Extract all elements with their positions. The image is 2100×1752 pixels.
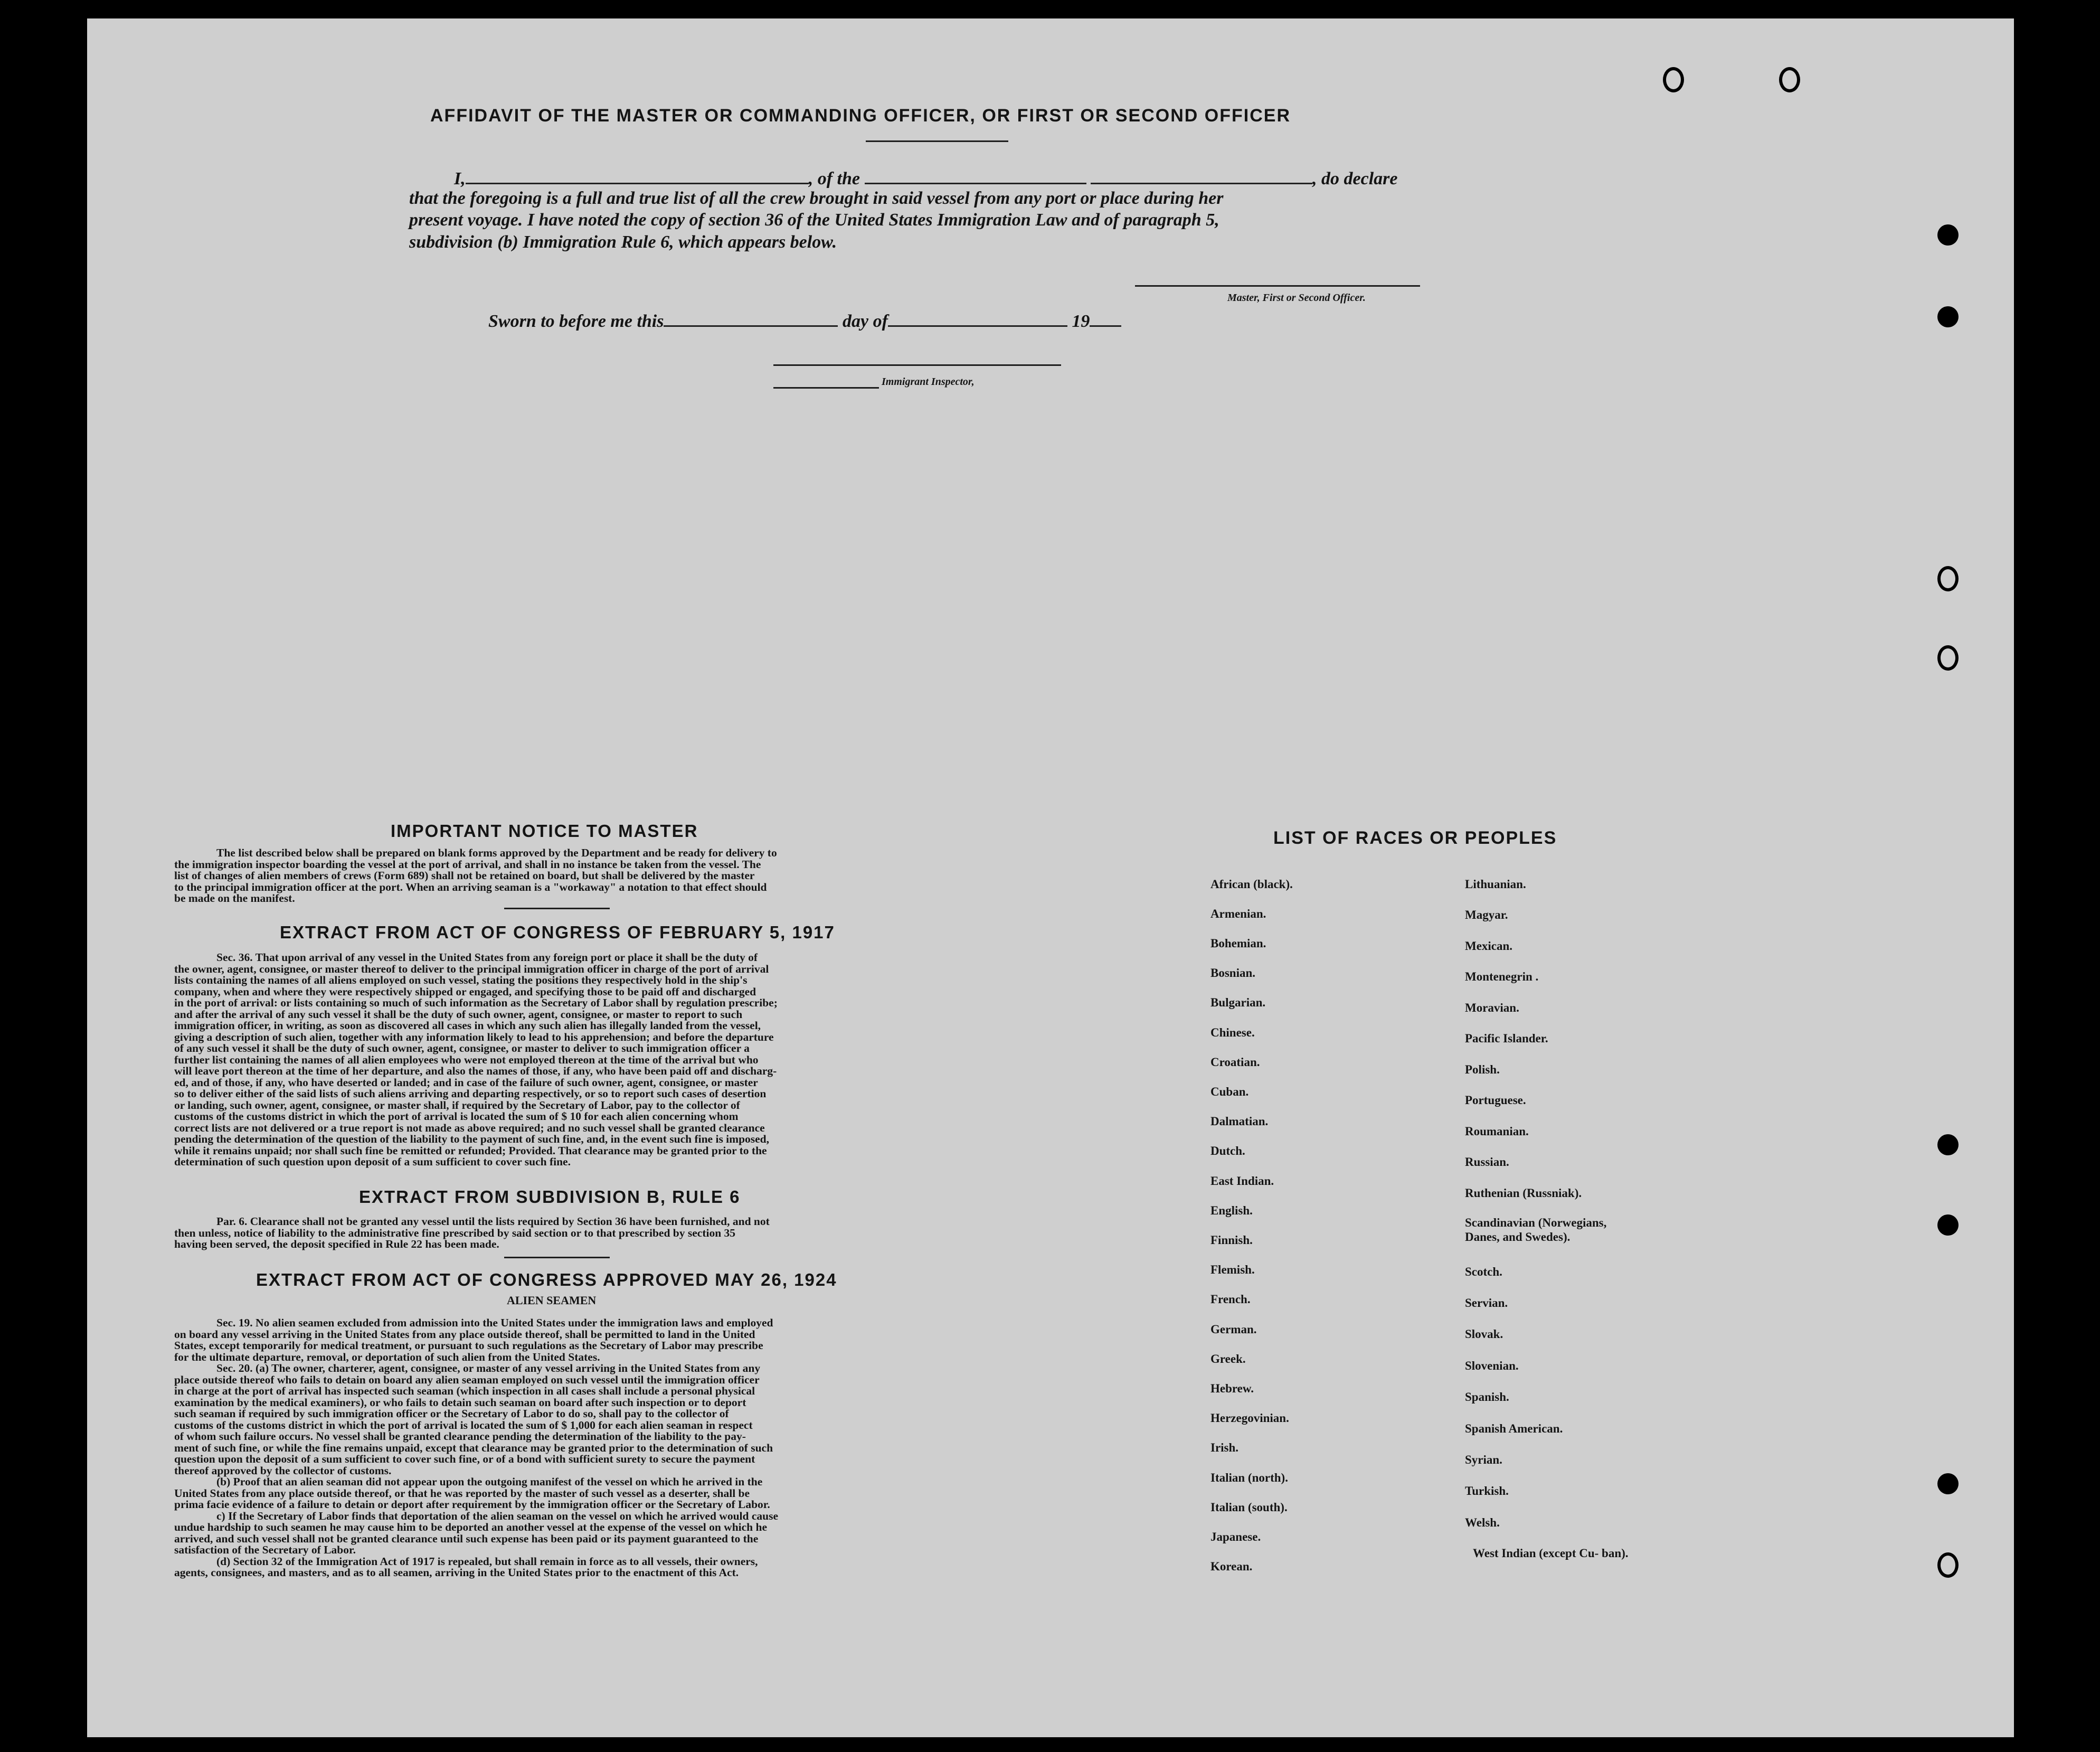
races-title: LIST OF RACES OR PEOPLES [1273,828,1557,848]
race-item: Bulgarian. [1210,996,1266,1009]
vessel-blank[interactable] [865,168,1086,184]
extract-1924-line: undue hardship to such seamen he may cause him to be deported an another vessel at the expense of the vessel on which he [174,1521,768,1533]
extract-1924-line: such seaman if required by such immigration officer or the Secretary of Labor to do so, shall pay to the collector of [174,1407,729,1420]
extract-1917-line: and after the arrival of any such vessel it shall be the duty of such owner, agent, consignee, or master to report to such [174,1007,743,1021]
rule-6-title: EXTRACT FROM SUBDIVISION B, RULE 6 [359,1187,741,1207]
extract-1917-line: so to deliver either of the said lists of such aliens arriving and departing respectively, or so to report such cases of desertion [174,1087,767,1100]
extract-1917-line: further list containing the names of all alien employees who were not employed thereon at the time of the arrival but who [174,1053,759,1066]
day-of-label: day of [842,312,888,331]
race-item: Russian. [1465,1155,1509,1169]
race-item: Flemish. [1210,1263,1255,1276]
extract-1924-line: on board any vessel arriving in the United States from any place outside thereof, shall be permitted to land in the United [174,1327,755,1341]
name-blank[interactable] [466,168,809,184]
title-rule [866,140,1008,142]
race-item: Ruthenian (Russniak). [1465,1186,1582,1200]
punch-hole-icon [1937,645,1959,671]
affidavit-line-2: that the foregoing is a full and true list of all the crew brought in said vessel from any port or place during her [409,189,1224,208]
affidavit-line-1 [454,168,1397,189]
extract-1924-line: prima facie evidence of a failure to detain or deport after requirement by the immigration officer or the Secretary of Labor. [174,1498,770,1511]
sworn-day-blank[interactable] [664,310,838,327]
race-item: Dutch. [1210,1144,1245,1157]
race-item: Dalmatian. [1210,1115,1269,1128]
race-item: Roumanian. [1465,1125,1529,1138]
of-the-label: , of the [808,169,860,189]
race-item: Finnish. [1210,1233,1253,1247]
race-item: English. [1210,1204,1253,1217]
extract-1924-line: Sec. 20. (a) The owner, charterer, agent, consignee, or master of any vessel arriving in the United States from any [216,1362,761,1374]
extract-1924-line: agents, consignees, and masters, and as to all seamen, arriving in the United States prior to the enactment of this Act. [174,1566,739,1579]
race-item: Irish. [1210,1441,1239,1454]
extract-1924-line: (b) Proof that an alien seaman did not appear upon the outgoing manifest of the vessel on which he arrived in the [216,1475,763,1488]
race-item: Bosnian. [1210,966,1256,979]
race-item: Polish. [1465,1063,1500,1076]
extract-1924-line: Sec. 19. No alien seamen excluded from admission into the United States under the immigration laws and employed [216,1316,773,1329]
race-item: Croatian. [1210,1056,1260,1069]
race-item: Slovenian. [1465,1359,1519,1372]
race-item: German. [1210,1323,1257,1336]
race-item: Magyar. [1465,908,1508,921]
extract-1917-line: company, when and where they were respectively shipped or engaged, and specifying those to be paid off and discharged [174,985,756,998]
race-item: Servian. [1465,1296,1508,1310]
race-item: Armenian. [1210,907,1266,920]
punch-hole-icon [1663,67,1684,92]
notice-line: be made on the manifest. [174,892,295,905]
race-item: Korean. [1210,1560,1253,1573]
inspector-label: Immigrant Inspector, [882,376,975,388]
rule-6-line: then unless, notice of liability to the administrative fine prescribed by said section or to that prescribed by section 35 [174,1226,736,1239]
race-item: Moravian. [1465,1001,1519,1014]
extract-1924-title: EXTRACT FROM ACT OF CONGRESS APPROVED MAY 26, 1924 [256,1270,837,1289]
punch-hole-icon [1937,1473,1959,1494]
extract-1924-line: place outside thereof who fails to detain on board any alien seaman employed on such vessel until the immigration officer [174,1373,760,1386]
extract-1917-line: customs of the customs district in which the port of arrival is located the sum of $ 10 for each alien concerning whom [174,1110,739,1123]
race-item: Mexican. [1465,939,1513,953]
race-item: French. [1210,1293,1251,1306]
race-item: African (black). [1210,878,1293,891]
race-item: Portuguese. [1465,1094,1526,1107]
extract-1924-line: States, except temporarily for medical treatment, or pursuant to such regulations as the Secretary of Labor may prescribe [174,1339,763,1352]
declare-label: , do declare [1312,169,1398,189]
extract-1917-line: or landing, such owner, agent, consignee, or master shall, if required by the Secretary of Labor, pay to the collector of [174,1098,740,1112]
extract-1924-line: for the ultimate departure, removal, or deportation of such alien from the United States. [174,1350,600,1363]
race-item: Chinese. [1210,1026,1255,1039]
extract-1917-line: the owner, agent, consignee, or master thereof to deliver to the principal immigration officer in charge of the port of arrival [174,962,769,975]
notice-line: to the principal immigration officer at the port. When an arriving seaman is a "workaway" a notation to that effect should [174,880,767,893]
notice-line: the immigration inspector boarding the vessel at the port of arrival, and shall in no instance be taken from the vessel. The [174,858,761,871]
race-item: Hebrew. [1210,1382,1254,1395]
notice-line: The list described below shall be prepared on blank forms approved by the Department and be ready for delivery to [216,846,777,859]
race-item: Italian (north). [1210,1471,1288,1484]
race-item: Spanish. [1465,1390,1509,1404]
race-item: Japanese. [1210,1530,1261,1543]
race-item: Scandinavian (Norwegians, Danes, and Swedes). [1465,1216,1607,1244]
notice-line: list of changes of alien members of crews (Form 689) shall not be retained on board, but shall be delivered by the master [174,869,755,882]
notice-title: IMPORTANT NOTICE TO MASTER [391,821,698,841]
extract-1924-line: of whom such failure occurs. No vessel shall be granted clearance pending the determination of the liability to the pay- [174,1430,746,1443]
extract-1917-line: lists containing the names of all aliens employed on such vessel, stating the positions they respectively hold in the ship's [174,974,748,986]
extract-1924-line: thereof approved by the collector of customs. [174,1464,392,1477]
extract-1924-line: arrived, and such vessel shall not be granted clearance until such expense has been paid or its payment guaranteed to the [174,1532,759,1545]
section-rule [504,908,610,909]
race-item: Montenegrin . [1465,970,1539,983]
pronoun-i: I, [454,169,466,189]
extract-1924-line: examination by the medical examiners), or who fails to detain such seaman on board after such inspection or to deport [174,1396,746,1409]
inspector-signature-line [773,364,1061,366]
extract-1924-line: in charge at the port of arrival has inspected such seaman (which inspection in all cases shall include a personal physical [174,1384,755,1397]
extract-1917-line: determination of such question upon deposit of a sum sufficient to cover such fine. [174,1155,571,1168]
race-item: Cuban. [1210,1085,1249,1098]
extract-1917-line: in the port of arrival: or lists containing so much of such information as the Secretary of Labor shall by regulation prescribe; [174,996,778,1009]
race-item: Syrian. [1465,1453,1502,1466]
extract-1924-line: United States from any place outside thereof, or that he was reported by the master of such vessel as a deserter, shall be [174,1486,750,1500]
extract-1924-line: ment of such fine, or while the fine remains unpaid, except that clearance may be granted prior to the determination of such [174,1441,773,1454]
punch-hole-icon [1937,1552,1959,1578]
extract-1917-line: giving a description of such alien, together with any information likely to lead to his apprehension; and before the departure [174,1030,774,1043]
extract-1924-line: satisfaction of the Secretary of Labor. [174,1543,356,1556]
extract-1917-line: immigration officer, in writing, as soon as discovered all cases in which any such alien has illegally landed from the vessel, [174,1019,761,1032]
extract-1924-line: customs of the customs district in which the port of arrival is located the sum of $ 1,000 for each alien seaman in respect [174,1418,753,1431]
extract-1917-line: Sec. 36. That upon arrival of any vessel in the United States from any foreign port or place it shall be the duty of [216,951,758,964]
sworn-month-blank[interactable] [888,310,1067,327]
signature-line [1135,285,1420,287]
race-item: Italian (south). [1210,1501,1288,1514]
rule-6-line: having been served, the deposit specified in Rule 22 has been made. [174,1238,499,1250]
race-item: Scotch. [1465,1265,1502,1278]
alien-seamen-subtitle: ALIEN SEAMEN [507,1294,597,1307]
extract-1917-text [174,952,956,1168]
sworn-line [488,310,1121,332]
year-label: 19 [1072,312,1090,331]
punch-hole-icon [1937,306,1959,327]
race-item: East Indian. [1210,1174,1274,1188]
extract-1917-line: of any such vessel it shall be the duty of such owner, agent, consignee, or master to deliver to such immigration officer a [174,1042,750,1054]
sworn-label: Sworn to before me this [488,312,664,331]
master-label: Master, First or Second Officer. [1227,292,1366,304]
race-item: Pacific Islander. [1465,1032,1548,1045]
rule-6-line: Par. 6. Clearance shall not be granted any vessel until the lists required by Section 36 have been furnished, and not [216,1215,770,1228]
extract-1917-line: while it remains unpaid; nor shall such fine be remitted or refunded; Provided. That clearance may be granted prior to the [174,1144,767,1157]
extract-1917-line: pending the determination of the question of the liability to the payment of such fine, and, in the event such fine is imposed, [174,1133,770,1145]
affidavit-line-4: subdivision (b) Immigration Rule 6, which appears below. [409,232,837,252]
vessel-blank-2[interactable] [1091,168,1312,184]
affidavit-title: AFFIDAVIT OF THE MASTER OR COMMANDING OFFICER, OR FIRST OR SECOND OFFICER [430,106,1291,126]
extract-1924-line: c) If the Secretary of Labor finds that deportation of the alien seaman on the vessel on which he arrived would cause [216,1509,779,1522]
race-item: Greek. [1210,1352,1246,1365]
extract-1917-line: correct lists are not delivered or a true report is not made as above required; and no such vessel shall be granted clearance [174,1121,765,1134]
punch-hole-icon [1937,224,1959,246]
section-rule [504,1257,610,1258]
race-item: Turkish. [1465,1484,1509,1497]
extract-1917-title: EXTRACT FROM ACT OF CONGRESS OF FEBRUARY 5, 1917 [280,922,835,942]
punch-hole-icon [1937,1134,1959,1155]
race-item: West Indian (except Cu- ban). [1473,1547,1629,1560]
extract-1917-line: will leave port thereon at the time of her departure, and also the names of those, if any, who have been paid off and discharg- [174,1065,777,1077]
race-item: Lithuanian. [1465,878,1526,891]
notice-text [174,847,956,905]
punch-hole-icon [1779,67,1800,92]
extract-1924-line: (d) Section 32 of the Immigration Act of 1917 is repealed, but shall remain in force as to all vessels, their owners, [216,1555,758,1568]
extract-1924-text [174,1317,956,1579]
extract-1917-line: ed, and of those, if any, who have deserted or landed; and in case of the failure of such owner, agent, consignee, or master [174,1076,758,1089]
punch-hole-icon [1937,566,1959,591]
inspector-short-line [773,387,879,389]
race-item: Welsh. [1465,1516,1500,1529]
race-item: Bohemian. [1210,937,1266,950]
extract-1924-line: question upon the deposit of a sum sufficient to cover such fine, or of a bond with sufficient surety to secure the payment [174,1453,755,1465]
affidavit-line-3: present voyage. I have noted the copy of section 36 of the United States Immigration Law and of paragraph 5, [409,210,1219,230]
punch-hole-icon [1937,1214,1959,1236]
sworn-year-blank[interactable] [1090,310,1121,327]
rule-6-text [174,1216,956,1250]
race-item: Herzegovinian. [1210,1411,1289,1425]
race-item: Slovak. [1465,1327,1503,1341]
race-item: Spanish American. [1465,1422,1563,1435]
